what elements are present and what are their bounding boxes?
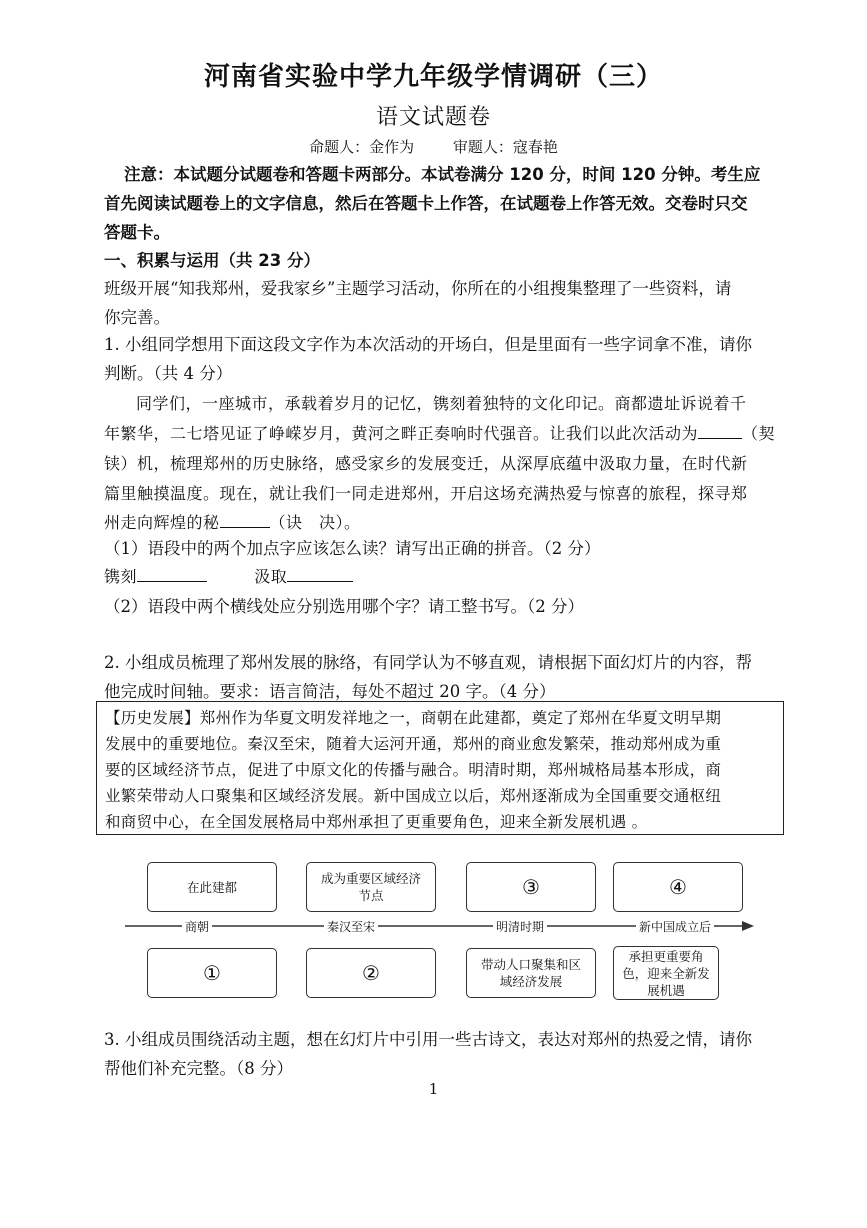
period-label-3: 明清时期 [493,918,547,935]
notice-line-1: 注意：本试题分试题卷和答题卡两部分。本试卷满分 120 分，时间 120 分钟。考生应 [124,165,761,184]
timeline-bottom-1: ① [147,948,277,998]
q1-sub-1: （1）语段中的两个加点字应该怎么读？请写出正确的拼音。（2 分） [104,539,601,558]
history-line-4: 业繁荣带动人口聚集和区域经济发展。新中国成立以后，郑州逐渐成为全国重要交通枢纽 [105,787,722,805]
q1-blank-1 [698,420,742,439]
timeline-top-4: ④ [613,862,743,912]
timeline-bottom-4: 承担更重要角色，迎来全新发展机遇 [613,946,719,1000]
timeline-top-2: 成为重要区域经济节点 [306,862,436,912]
period-label-2: 秦汉至宋 [324,918,378,935]
q1-answer-blank-1[interactable] [137,563,207,582]
timeline-top-3: ③ [466,862,596,912]
q1-passage-2 [104,419,784,449]
q1-passage-5-option: （诀 决）。 [269,513,361,532]
exam-subtitle: 语文试题卷 [375,105,491,130]
arrow-right-icon [742,921,754,931]
q1-stem-1: 1. 小组同学想用下面这段文字作为本次活动的开场白，但是里面有一些字词拿不准，请你 [104,335,752,354]
timeline-bottom-2: ② [306,948,436,998]
section-heading: 一、积累与运用（共 23 分） [104,251,320,270]
timeline-top-1: 在此建都 [147,862,277,912]
q2-stem-2: 他完成时间轴。要求：语言简洁，每处不超过 20 字。（4 分） [104,682,556,701]
section-intro-2: 你完善。 [104,308,170,327]
notice-line-3: 答题卡。 [104,223,170,242]
notice-line-2: 首先阅读试题卷上的文字信息，然后在答题卡上作答，在试题卷上作答无效。交卷时只交 [104,194,748,213]
q1-word-1: 镌刻 [104,567,138,586]
history-development-box [96,701,784,835]
q1-sub-2: （2）语段中两个横线处应分别选用哪个字？请工整书写。（2 分） [104,597,584,616]
timeline-bottom-3: 带动人口聚集和区域经济发展 [466,948,596,998]
history-line-1: 【历史发展】郑州作为华夏文明发祥地之一，商朝在此建都，奠定了郑州在华夏文明早期 [105,709,722,727]
exam-title: 河南省实验中学九年级学情调研（三） [203,62,663,92]
q1-passage-2-text: 年繁华，二七塔见证了峥嵘岁月，黄河之畔正奏响时代强音。让我们以此次活动为 [104,424,699,443]
q1-passage-3: 铗）机，梳理郑州的历史脉络，感受家乡的发展变迁，从深厚底蕴中汲取力量，在时代新 [104,454,748,473]
period-label-4: 新中国成立后 [636,918,714,935]
q2-stem-1: 2. 小组成员梳理了郑州发展的脉络，有同学认为不够直观，请根据下面幻灯片的内容，帮 [104,653,752,672]
q1-sub-1-answers [104,562,784,592]
history-line-2: 发展中的重要地位。秦汉至宋，随着大运河开通，郑州的商业愈发繁荣，推动郑州成为重 [105,735,722,753]
authors-line [0,136,867,157]
reviewer-name: 审题人：寇春艳 [452,138,558,156]
history-line-3: 要的区域经济节点，促进了中原文化的传播与融合。明清时期，郑州城格局基本形成，商 [105,761,722,779]
q3-stem-1: 3. 小组成员围绕活动主题，想在幻灯片中引用一些古诗文，表达对郑州的热爱之情，请你 [104,1030,752,1049]
q1-passage-4: 篇里触摸温度。现在，就让我们一同走进郑州，开启这场充满热爱与惊喜的旅程，探寻郑 [104,484,748,503]
q1-passage-5-text: 州走向辉煌的秘 [104,513,220,532]
q1-answer-blank-2[interactable] [287,563,353,582]
q1-blank-2 [220,509,270,528]
q3-stem-2: 帮他们补充完整。（8 分） [104,1059,293,1078]
history-line-5: 和商贸中心，在全国发展格局中郑州承担了更重要角色，迎来全新发展机遇 。 [105,813,648,831]
q1-word-2: 汲取 [254,567,288,586]
q1-stem-2: 判断。（共 4 分） [104,364,233,383]
q1-passage-1: 同学们，一座城市，承载着岁月的记忆，镌刻着独特的文化印记。商都遗址诉说着千 [136,394,747,413]
page-number: 1 [428,1080,439,1098]
period-label-1: 商朝 [182,918,212,935]
author-name: 命题人：金作为 [309,138,415,156]
section-intro-1: 班级开展“知我郑州，爱我家乡”主题学习活动，你所在的小组搜集整理了一些资料，请 [104,279,732,298]
q1-passage-2-option: （契 [742,424,776,443]
